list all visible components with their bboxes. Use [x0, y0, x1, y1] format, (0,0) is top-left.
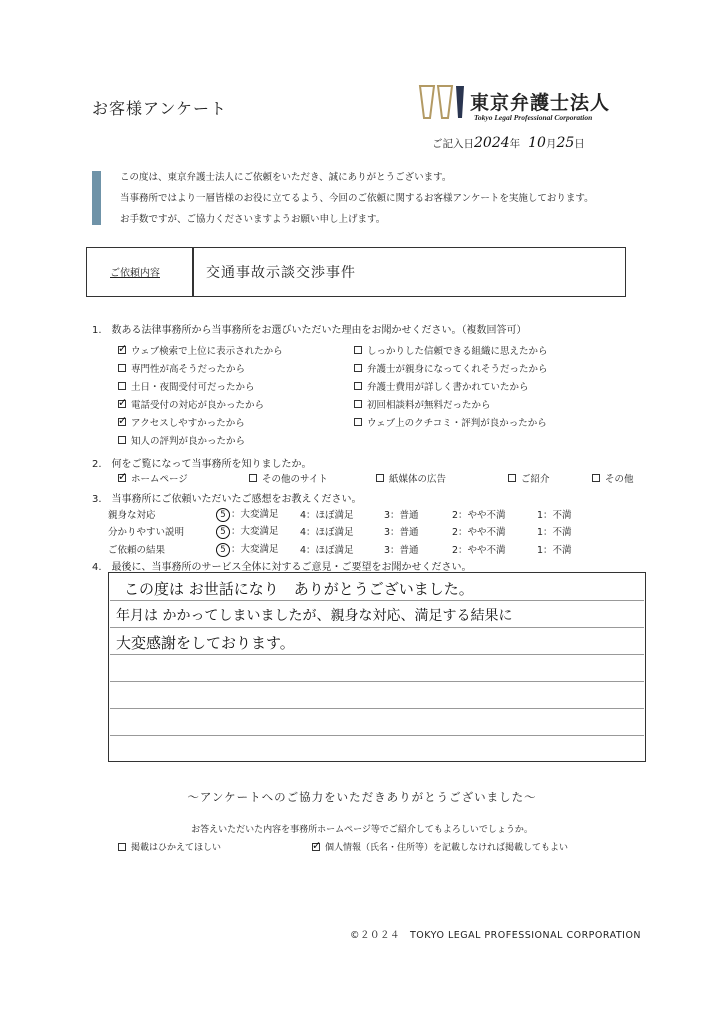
date-month-suffix: 月 [545, 138, 557, 150]
rating-option-selected[interactable] [216, 523, 279, 539]
q1-option-label: 弁護士費用が詳しく書かれていたから [367, 382, 529, 393]
q1-option[interactable] [118, 379, 255, 393]
q1-option-label: しっかりした信頼できる組織に思えたから [367, 346, 548, 357]
q1-option[interactable] [354, 361, 548, 375]
q1-option[interactable] [354, 379, 529, 393]
rating-option[interactable]: 3：普通 [384, 510, 419, 521]
checkbox[interactable] [376, 474, 384, 482]
rating-row-label: ご依頼の結果 [108, 545, 166, 556]
rating-option[interactable]: 1：不満 [537, 545, 572, 556]
rating-option[interactable]: 3：普通 [384, 527, 419, 538]
q1-option[interactable] [118, 361, 245, 375]
checkbox[interactable] [118, 418, 126, 426]
date-year-suffix: 年 [509, 138, 521, 150]
permission-option[interactable] [118, 840, 221, 853]
comment-rule [110, 681, 644, 682]
thanks-message: ～アンケートへのご協力をいただきありがとうございました～ [187, 790, 537, 804]
checkbox[interactable] [118, 382, 126, 390]
q2-option[interactable] [376, 471, 446, 485]
rating-option[interactable]: 1：不満 [537, 527, 572, 538]
q1-option[interactable] [118, 397, 264, 411]
entry-date [432, 135, 585, 151]
q1-option[interactable] [354, 397, 491, 411]
case-divider [192, 248, 194, 297]
q1-option-label: 知人の評判が良かったから [131, 436, 246, 447]
rating-row-label: 分かりやすい説明 [108, 527, 185, 538]
question-2: 2. 何をご覧になって当事務所を知りましたか。 [92, 459, 312, 470]
comment-text-line-3: 大変感謝をしております。 [116, 634, 295, 652]
q1-option-label: ウェブ上のクチコミ・評判が良かったから [367, 418, 547, 429]
rating-option-selected[interactable] [216, 506, 279, 522]
rating-option[interactable]: 4：ほぼ満足 [300, 527, 354, 538]
rating-option-selected[interactable] [216, 541, 279, 557]
rating-option[interactable]: 2：やや不満 [452, 510, 506, 521]
checkbox[interactable] [354, 418, 362, 426]
checkbox[interactable] [118, 436, 126, 444]
comment-rule [110, 654, 644, 655]
checkbox[interactable] [354, 364, 362, 372]
firm-name-en: Tokyo Legal Professional Corporation [474, 113, 593, 122]
permission-option-label: 掲載はひかえてほしい [131, 843, 222, 853]
date-year: 2024 [474, 135, 510, 151]
rating-option[interactable]: 1：不満 [537, 510, 572, 521]
permission-option[interactable] [312, 840, 568, 853]
q1-option[interactable] [354, 415, 547, 429]
question-4: 4. 最後に、当事務所のサービス全体に対するご意見・ご要望をお聞かせください。 [92, 562, 472, 573]
q1-option-label: 初回相談料が無料だったから [367, 400, 491, 411]
checkbox[interactable] [592, 474, 600, 482]
q1-option-label: ウェブ検索で上位に表示されたから [131, 346, 283, 357]
q2-option[interactable] [118, 471, 188, 485]
rating-option-label: ：大変満足 [231, 509, 279, 520]
date-day: 25 [556, 135, 575, 151]
q1-option-label: 専門性が高そうだったから [131, 364, 246, 375]
case-value: 交通事故示談交渉事件 [206, 265, 356, 281]
intro-line-3: お手数ですが、ご協力くださいますようお願い申し上げます。 [120, 214, 386, 225]
rating-option[interactable]: 2：やや不満 [452, 527, 506, 538]
permission-question: お答えいただいた内容を事務所ホームページ等でご紹介してもよろしいでしょうか。 [191, 825, 533, 835]
case-box [86, 247, 626, 297]
rating-option[interactable]: 2：やや不満 [452, 545, 506, 556]
permission-option-label: 個人情報（氏名・住所等）を記載しなければ掲載してもよい [325, 843, 569, 853]
comment-text-line-1: この度は お世話になり ありがとうございました。 [124, 580, 474, 598]
q2-option[interactable] [508, 471, 550, 485]
checkbox[interactable] [118, 400, 126, 408]
q1-option-label: 弁護士が親身になってくれそうだったから [367, 364, 548, 375]
q2-option[interactable] [249, 471, 328, 485]
q1-option-label: アクセスしやすかったから [131, 418, 245, 429]
q1-option[interactable] [118, 433, 245, 447]
firm-name: 東京弁護士法人 [470, 92, 611, 114]
q2-option-label: その他のサイト [262, 474, 328, 485]
intro-accent-bar [92, 171, 101, 225]
q2-option[interactable] [592, 471, 634, 485]
copyright: ©２０２４ TOKYO LEGAL PROFESSIONAL CORPORATION [350, 930, 642, 941]
checkbox[interactable] [354, 346, 362, 354]
checkbox[interactable] [354, 382, 362, 390]
checkbox[interactable] [312, 843, 320, 851]
q2-option-label: ご紹介 [521, 474, 550, 485]
comment-rule [110, 627, 644, 628]
rating-option-label: ：大変満足 [231, 544, 279, 555]
comment-rule [110, 708, 644, 709]
checkbox[interactable] [118, 346, 126, 354]
checkbox[interactable] [354, 400, 362, 408]
intro-line-1: この度は、東京弁護士法人にご依頼をいただき、誠にありがとうございます。 [120, 172, 452, 183]
q1-option[interactable] [354, 343, 548, 357]
page-title: お客様アンケート [92, 99, 228, 118]
rating-option[interactable]: 3：普通 [384, 545, 419, 556]
rating-option[interactable]: 4：ほぼ満足 [300, 510, 354, 521]
comment-text-line-2: 年月は かかってしまいましたが、親身な対応、満足する結果に [116, 608, 513, 624]
q1-option-label: 電話受付の対応が良かったから [131, 400, 265, 411]
date-month: 10 [528, 135, 546, 151]
comment-rule [110, 600, 644, 601]
comment-rule [110, 735, 644, 736]
q1-option[interactable] [118, 415, 245, 429]
date-label: ご記入日 [432, 138, 474, 150]
circled-number: 5 [216, 508, 230, 522]
rating-row-label: 親身な対応 [108, 510, 156, 521]
q2-option-label: その他 [605, 474, 634, 485]
checkbox[interactable] [118, 474, 126, 482]
circled-number: 5 [216, 543, 230, 557]
q2-option-label: ホームページ [131, 474, 188, 485]
circled-number: 5 [216, 525, 230, 539]
question-1: 1. 数ある法律事務所から当事務所をお選びいただいた理由をお聞かせください。（複数回答可） [92, 325, 527, 336]
checkbox[interactable] [249, 474, 257, 482]
rating-option-label: ：大変満足 [231, 526, 279, 537]
q1-option[interactable] [118, 343, 283, 357]
checkbox[interactable] [508, 474, 516, 482]
date-day-suffix: 日 [574, 138, 585, 150]
question-3: 3. 当事務所にご依頼いただいたご感想をお教えください。 [92, 494, 362, 505]
intro-line-2: 当事務所ではより一層皆様のお役に立てるよう、今回のご依頼に関するお客様アンケートを実施しております。 [120, 193, 594, 204]
q2-option-label: 紙媒体の広告 [389, 474, 447, 485]
q1-option-label: 土日・夜間受付可だったから [131, 382, 255, 393]
checkbox[interactable] [118, 364, 126, 372]
case-label: ご依頼内容 [110, 268, 160, 279]
rating-option[interactable]: 4：ほぼ満足 [300, 545, 354, 556]
checkbox[interactable] [118, 843, 126, 851]
